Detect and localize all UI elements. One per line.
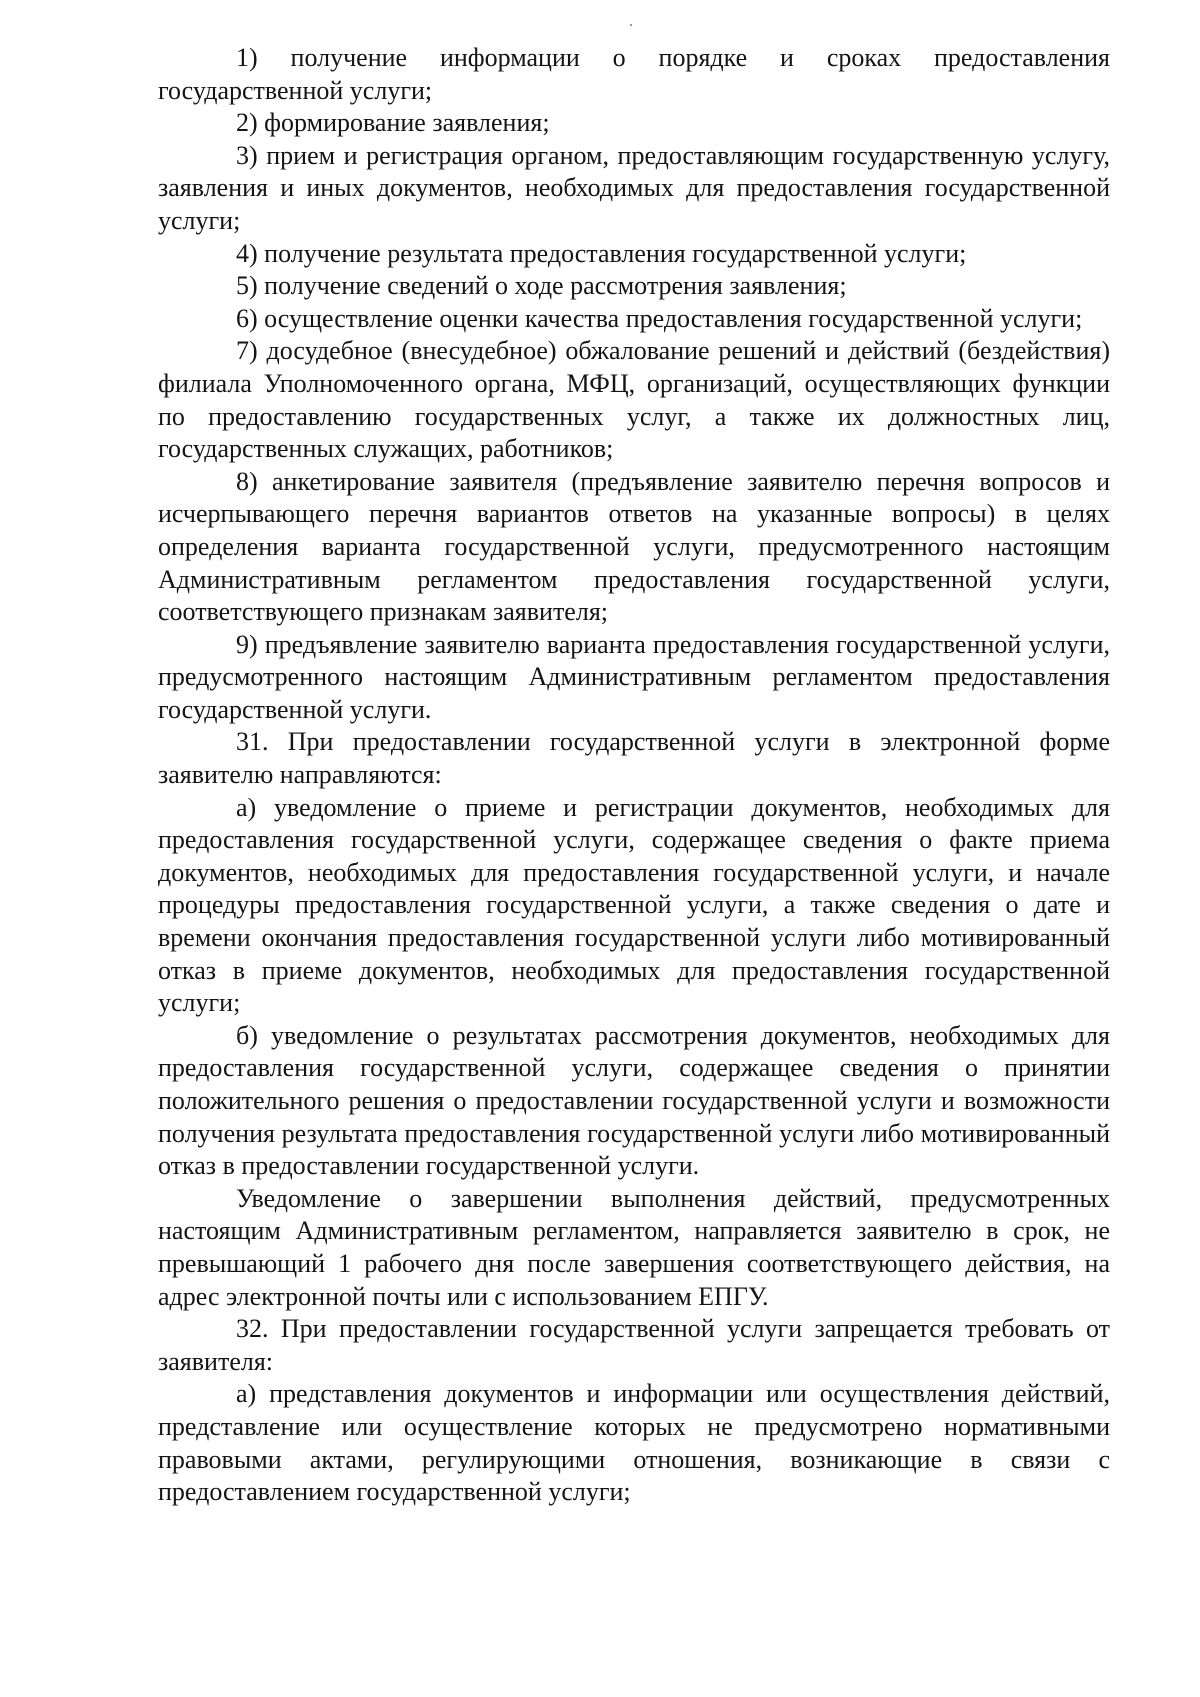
paragraph-clause-32: 32. При предоставлении государственной услуги запрещается требовать от заявителя: [158,1314,1110,1376]
paragraph-item-3: 3) прием и регистрация органом, предоставляющим государственную услугу, заявления и иных документов, необходимых для предоставления государственной услуги; [158,140,1110,235]
paragraph-item-7: 7) досудебное (внесудебное) обжалование решений и действий (бездействия) филиала Уполномоченного органа, МФЦ, организаций, осуществляющих функции по предоставлению государственных услуг, а также их должностных лиц, государственных служащих, работников; [158,336,1110,464]
paragraph-item-4: 4) получение результата предоставления государственной услуги; [236,238,967,268]
paragraph-notification: Уведомление о завершении выполнения действий, предусмотренных настоящим Административным регламентом, направляется заявителю в срок, не превышающий 1 рабочего дня после завершения соответствующего действия, на адрес электронной почты или с использованием ЕПГУ. [158,1183,1110,1311]
paragraph-item-8: 8) анкетирование заявителя (предъявление заявителю перечня вопросов и исчерпывающего перечня вариантов ответов на указанные вопросы) в целях определения варианта государственной услуги, предусмотренного настоящим Административным регламентом предоставления государственной услуги, соответствующего признакам заявителя; [158,466,1110,627]
paragraph-clause-31-b: б) уведомление о результатах рассмотрения документов, необходимых для предоставления государственной услуги, содержащее сведения о принятии положительного решения о предоставлении государственной услуги и возможности получения результата предоставления государственной услуги либо мотивированный отказ в предоставлении государственной услуги. [158,1020,1110,1181]
paragraph-clause-31-a: а) уведомление о приеме и регистрации документов, необходимых для предоставления государственной услуги, содержащее сведения о факте приема документов, необходимых для предоставления государственной услуги, и начале процедуры предоставления государственной услуги, а также сведения о дате и времени окончания предоставления государственной услуги либо мотивированный отказ в приеме документов, необходимых для предоставления государственной услуги; [158,792,1110,1018]
paragraph-clause-31: 31. При предоставлении государственной услуги в электронной форме заявителю направляются: [158,727,1110,790]
paragraph-item-2: 2) формирование заявления; [236,108,550,138]
paragraph-item-1: 1) получение информации о порядке и сроках предоставления государственной услуги; [158,43,1110,105]
paragraph-item-6: 6) осуществление оценки качества предоставления государственной услуги; [236,303,1083,333]
scan-speck [630,24,632,26]
paragraph-item-5: 5) получение сведений о ходе рассмотрения заявления; [236,271,847,301]
document-page [158,42,1110,1509]
paragraph-item-9: 9) предъявление заявителю варианта предоставления государственной услуги, предусмотренного настоящим Административным регламентом предоставления государственной услуги. [158,629,1110,724]
paragraph-clause-32-a: а) представления документов и информации или осуществления действий, представление или осуществление которых не предусмотрено нормативными правовыми актами, регулирующими отношения, возникающие в связи с предоставлением государственной услуги; [158,1379,1110,1507]
